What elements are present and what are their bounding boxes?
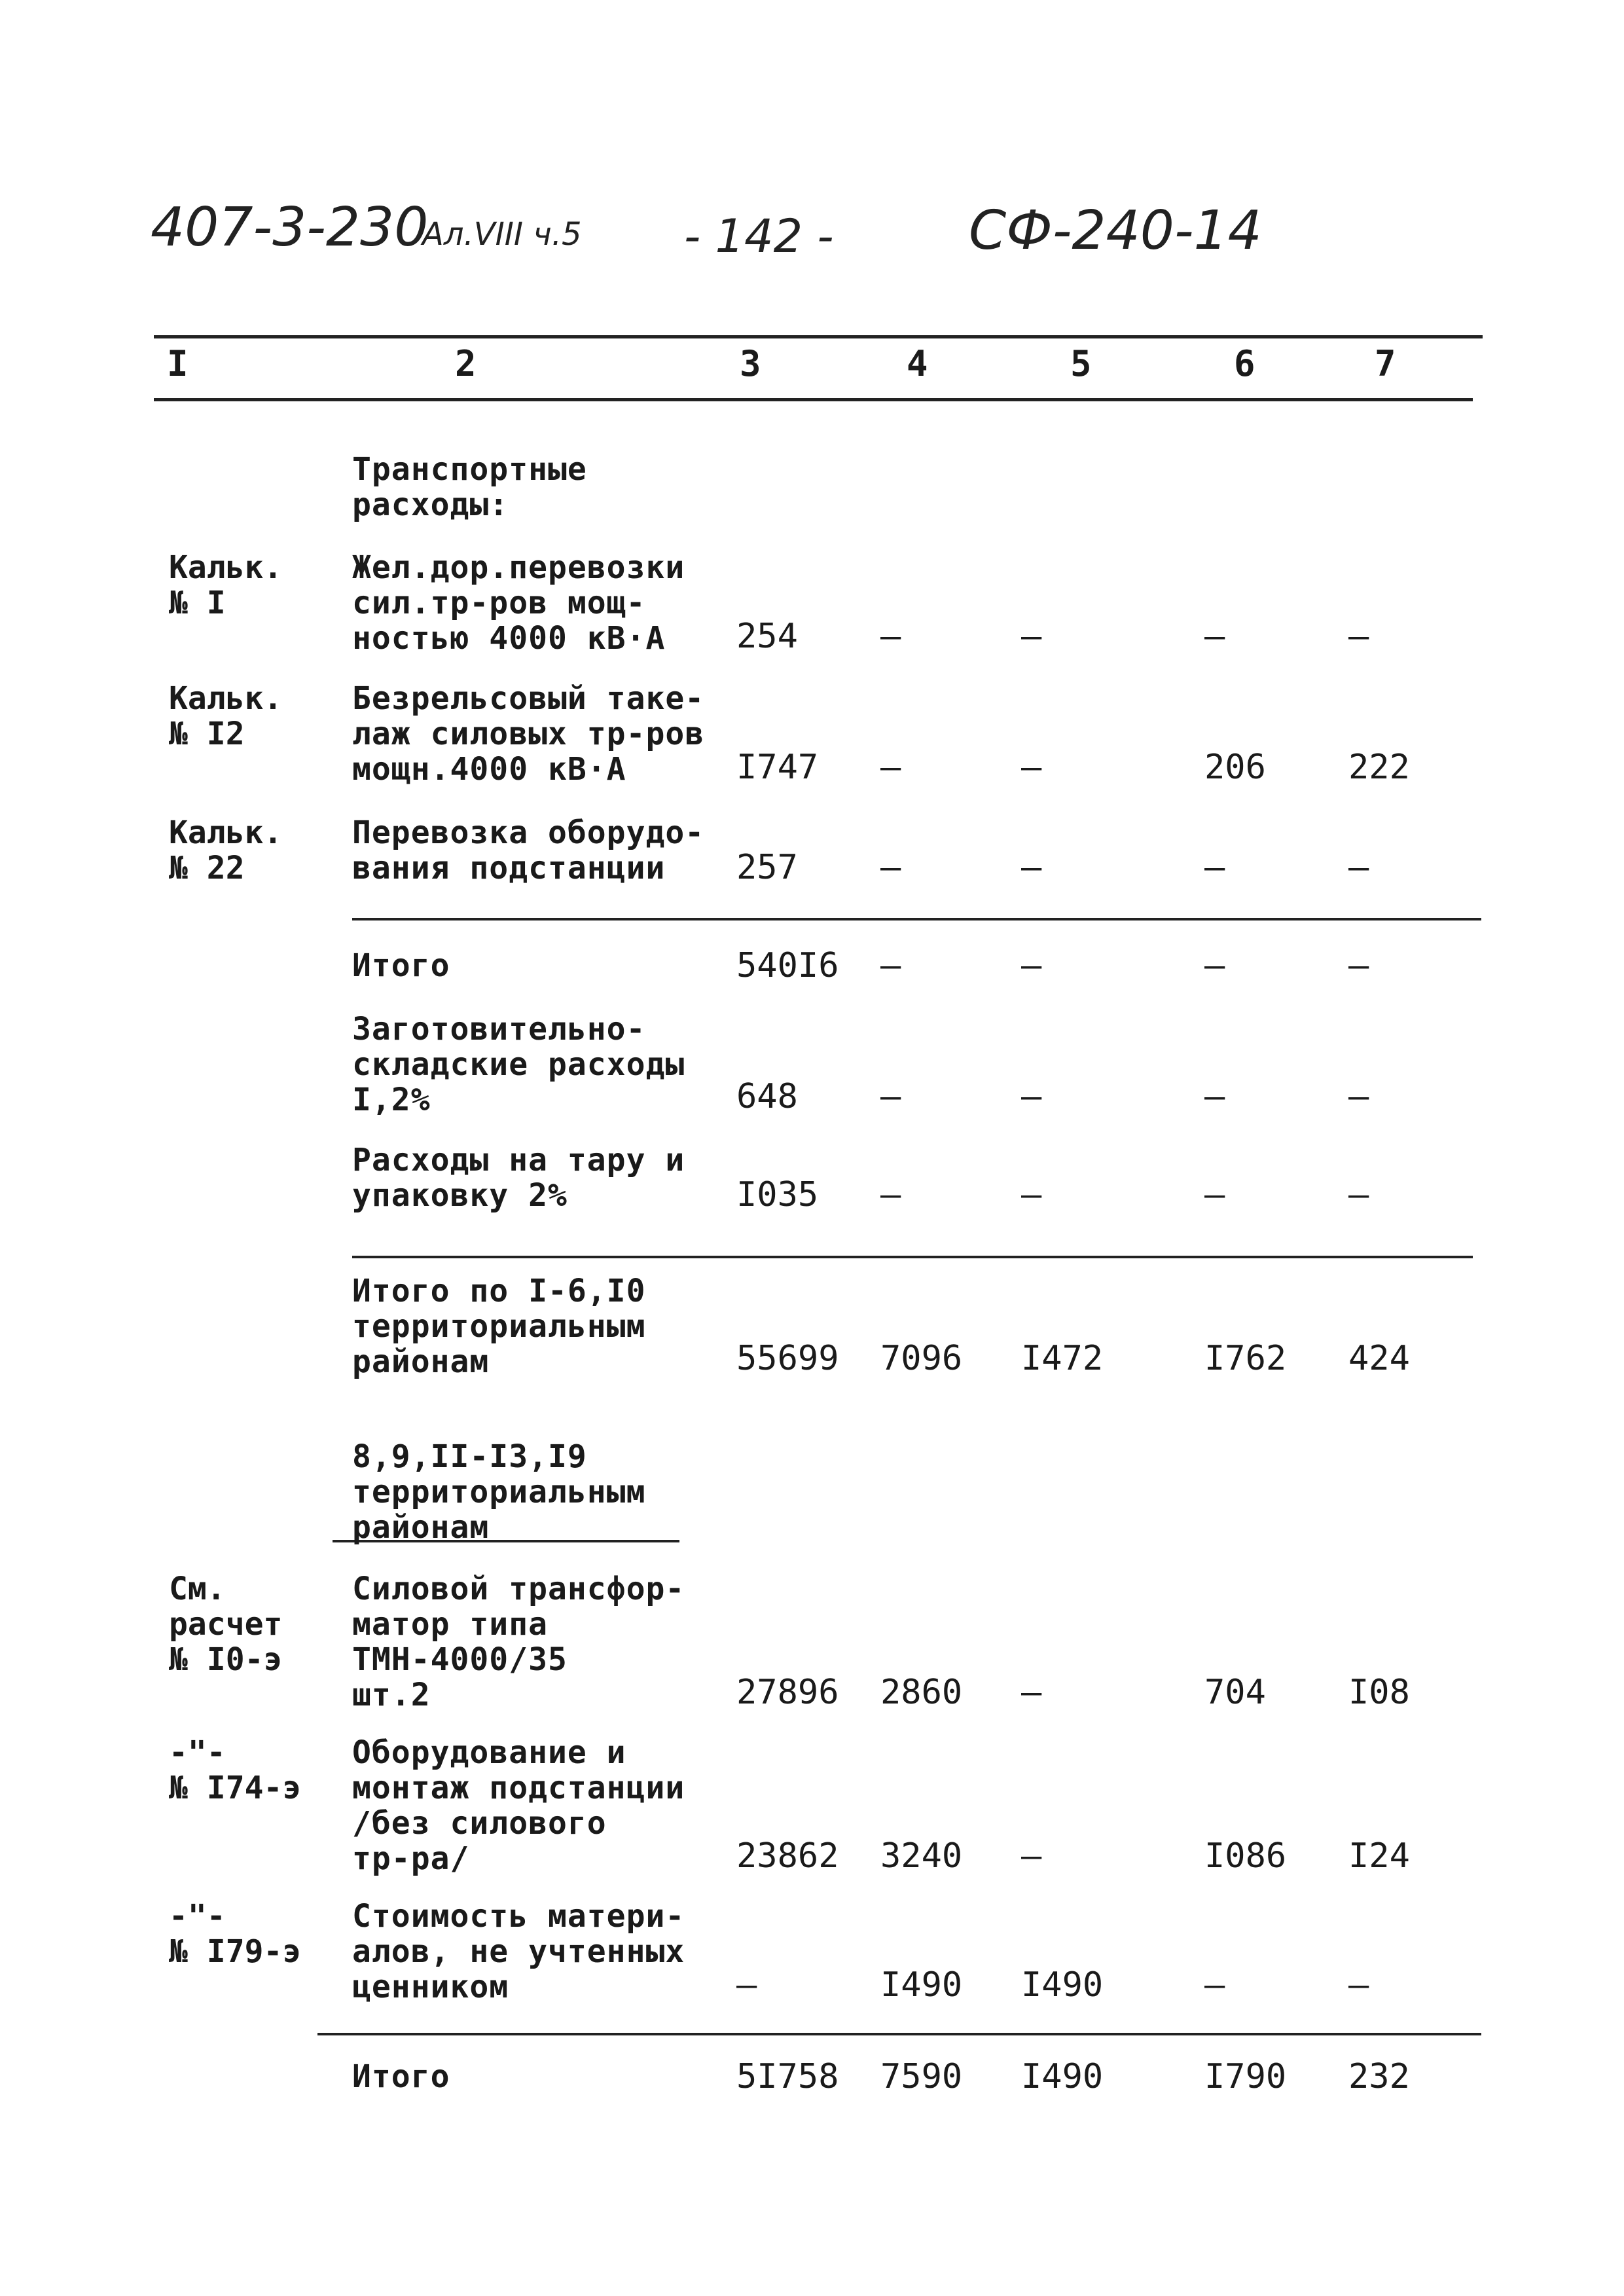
row-reference: Кальк. № I2 [169,680,283,752]
cell-col6: – [1204,946,1225,985]
cell-col4: 3240 [880,1836,963,1876]
cell-col7: – [1348,1077,1369,1116]
cell-col6: – [1204,1175,1225,1214]
row-description: Перевозка оборудо- вания подстанции [352,814,705,886]
cell-col5: – [1021,617,1042,656]
header-top-rule [154,335,1483,338]
cell-col3: I035 [736,1175,819,1214]
cell-col7: 424 [1348,1339,1410,1378]
cell-col5: – [1021,1836,1042,1876]
cell-col5: I490 [1021,1965,1104,2005]
cell-col4: – [880,748,901,787]
cell-col4: 7096 [880,1339,963,1378]
row-description: Стоимость матери- алов, не учтенных ценником [352,1898,685,2005]
column-header-7: 7 [1375,343,1396,384]
cell-col3: 5I758 [736,2057,839,2096]
page-number: - 142 - [684,210,834,263]
cell-col6: I762 [1204,1339,1287,1378]
row-description: Оборудование и монтаж подстанции /без силового тр-ра/ [352,1734,685,1877]
cell-col5: – [1021,848,1042,887]
row-description: Итого [352,2058,450,2095]
cell-col7: – [1348,848,1369,887]
row-reference: См. расчет № I0-э [169,1571,283,1678]
column-header-6: 6 [1234,343,1255,384]
document-id: СФ-240-14 [969,200,1262,262]
cell-col3: 27896 [736,1673,839,1712]
cell-col5: I472 [1021,1339,1104,1378]
cell-col3: 254 [736,617,798,656]
cell-col6: – [1204,848,1225,887]
column-header-4: 4 [907,343,928,384]
cell-col6: I086 [1204,1836,1287,1876]
sheet-reference: Ал.VIII ч.5 [422,216,582,253]
cell-col7: – [1348,1175,1369,1214]
cell-col7: 222 [1348,748,1410,787]
subtotal-rule-1 [352,918,1481,920]
row-description: Расходы на тару и упаковку 2% [352,1142,685,1214]
row-description: Силовой трансфор- матор типа ТМН-4000/35 шт.2 [352,1571,685,1713]
row-reference: -"- № I74-э [169,1734,302,1806]
cell-col6: 206 [1204,748,1266,787]
document-code: 407-3-230 [151,196,429,259]
cell-col5: – [1021,1175,1042,1214]
row-description: Жел.дор.перевозки сил.тр-ров мощ- ностью 4000 кВ·А [352,549,685,657]
cell-col3: 648 [736,1077,798,1116]
column-header-5: 5 [1070,343,1092,384]
cell-col3: I747 [736,748,819,787]
row-reference: Кальк. № I [169,549,283,621]
cell-col3: – [736,1965,757,2005]
cell-col7: I24 [1348,1836,1410,1876]
row-reference: -"- № I79-э [169,1898,302,1970]
subtotal-rule-2 [352,1256,1473,1258]
cell-col6: – [1204,1077,1225,1116]
cell-col4: – [880,848,901,887]
cell-col4: – [880,1077,901,1116]
row-description: Транспортные расходы: [352,451,587,523]
cell-col6: – [1204,1965,1225,2005]
cell-col4: 7590 [880,2057,963,2096]
row-description: Заготовительно- складские расходы I,2% [352,1011,685,1118]
cell-col5: – [1021,1673,1042,1712]
total-rule [317,2033,1481,2035]
cell-col5: I490 [1021,2057,1104,2096]
cell-col3: 540I6 [736,946,839,985]
cell-col6: I790 [1204,2057,1287,2096]
row-description: Безрельсовый таке- лаж силовых тр-ров мощн.4000 кВ·А [352,680,705,788]
row-description: Итого [352,947,450,984]
cell-col4: – [880,617,901,656]
column-header-3: 3 [740,343,761,384]
cell-col4: – [880,946,901,985]
cell-col6: 704 [1204,1673,1266,1712]
cell-col3: 23862 [736,1836,839,1876]
cell-col3: 55699 [736,1339,839,1378]
cell-col4: 2860 [880,1673,963,1712]
cell-col5: – [1021,946,1042,985]
cell-col4: – [880,1175,901,1214]
row-description: Итого по I-6,I0 территориальным районам [352,1273,646,1380]
cell-col6: – [1204,617,1225,656]
cell-col7: – [1348,617,1369,656]
column-header-1: I [167,343,189,384]
cell-col3: 257 [736,848,798,887]
cell-col7: – [1348,946,1369,985]
header-bottom-rule [154,398,1473,401]
cell-col5: – [1021,1077,1042,1116]
cell-col7: 232 [1348,2057,1410,2096]
cell-col7: – [1348,1965,1369,2005]
cell-col5: – [1021,748,1042,787]
row-reference: Кальк. № 22 [169,814,283,886]
column-header-2: 2 [455,343,477,384]
cell-col7: I08 [1348,1673,1410,1712]
cell-col4: I490 [880,1965,963,2005]
section-heading: 8,9,II-I3,I9 территориальным районам [352,1438,646,1546]
